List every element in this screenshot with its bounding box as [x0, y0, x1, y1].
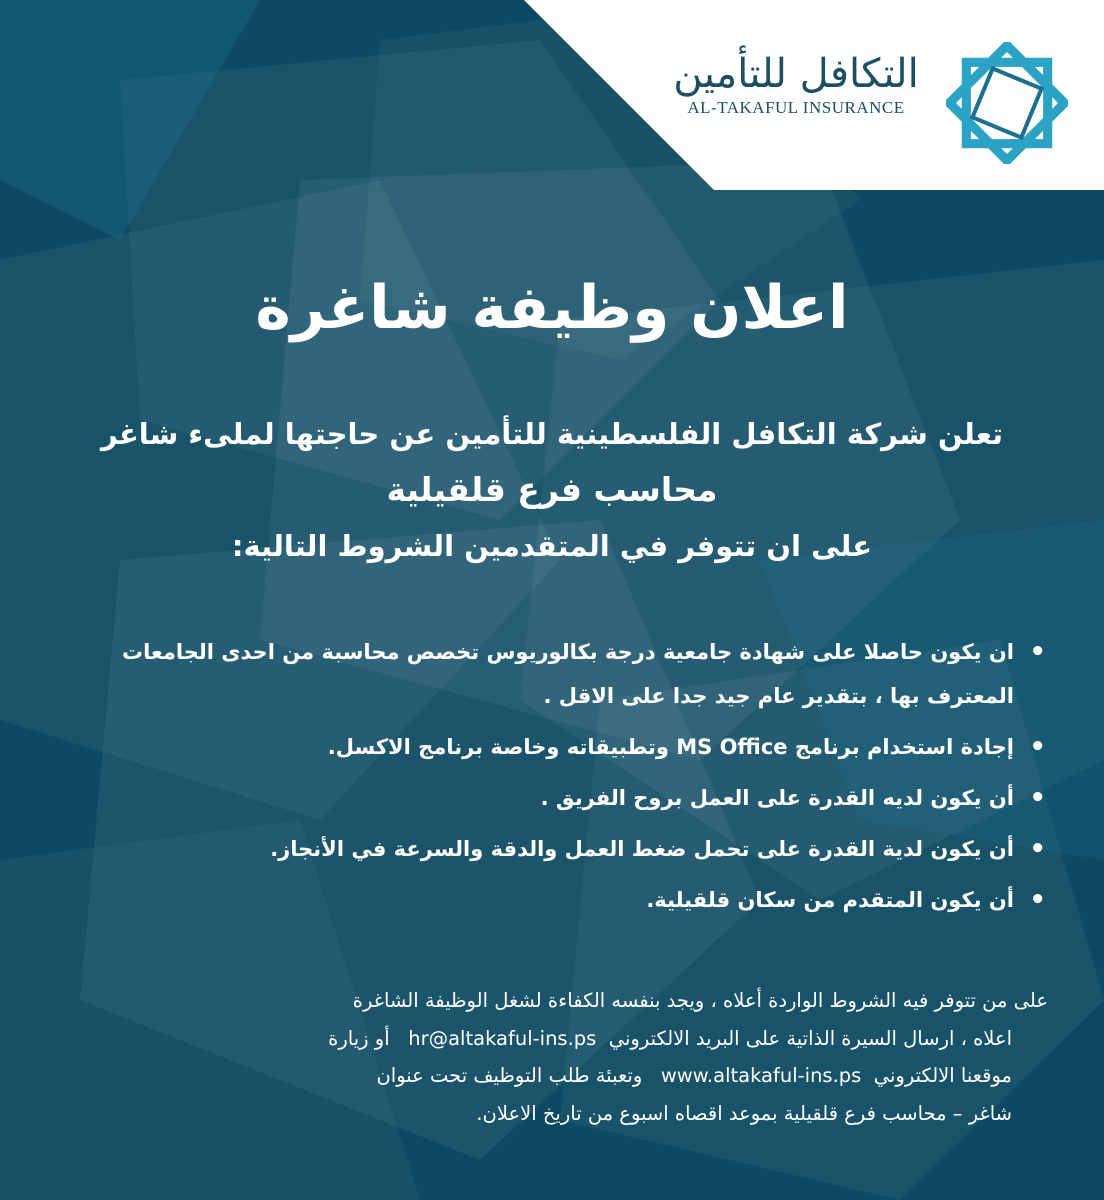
email-link[interactable]: hr@altakaful-ins.ps — [408, 1026, 597, 1050]
condition-item: • أن يكون لدية القدرة على تحمل ضغط العمل والدقة والسرعة في الأنجاز. — [42, 827, 1052, 871]
condition-item: • ان يكون حاصلا على شهادة جامعية درجة بكالوريوس تخصص محاسبة من احدى الجامعات المعترف بها ، بتقدير عام جيد جدا على الاقل . — [42, 630, 1052, 718]
logo-arabic-name: التكافل للتأمين — [673, 51, 919, 97]
condition-item: • إجادة استخدام برنامج MS Office وتطبيقاته وخاصة برنامج الاكسل. — [42, 725, 1052, 769]
condition-item: • أن يكون المتقدم من سكان قلقيلية. — [42, 878, 1052, 922]
company-logo-emblem-icon — [946, 42, 1068, 164]
company-logo-text — [666, 50, 926, 118]
conditions-heading: على ان تتوفر في المتقدمين الشروط التالية: — [231, 529, 873, 563]
condition-item: • أن يكون لديه القدرة على العمل بروح الفريق . — [42, 776, 1052, 820]
job-position: محاسب فرع قلقيلية — [386, 470, 718, 509]
footer-line-2-end: أو زيارة — [328, 1026, 390, 1050]
intro-section — [40, 406, 1064, 574]
intro-announcement: تعلن شركة التكافل الفلسطينية للتأمين عن حاجتها لملىء شاغر — [100, 417, 1004, 451]
footer-line-1: على من تتوفر فيه الشروط الواردة أعلاه ، ويجد بنفسه الكفاءة لشغل الوظيفة الشاغرة — [352, 989, 1048, 1012]
page-title: اعلان وظيفة شاغرة — [255, 273, 849, 343]
footer-line-3-text: موقعنا الالكتروني — [873, 1064, 1012, 1087]
website-link[interactable]: www.altakaful-ins.ps — [660, 1064, 862, 1087]
application-instructions — [48, 982, 1048, 1132]
logo-english-name: AL-TAKAFUL INSURANCE — [687, 98, 905, 117]
footer-line-2 — [48, 1020, 1048, 1058]
footer-line-3-end: وتعبئة طلب التوظيف تحت عنوان — [376, 1064, 643, 1087]
footer-line-3 — [48, 1057, 1048, 1095]
footer-line-2-text: اعلاه ، ارسال السيرة الذاتية على البريد الالكتروني — [608, 1026, 1012, 1050]
footer-line-4: شاغر – محاسب فرع قلقيلية بموعد اقصاه اسبوع من تاريخ الاعلان. — [476, 1101, 1012, 1125]
conditions-list — [42, 630, 1052, 929]
